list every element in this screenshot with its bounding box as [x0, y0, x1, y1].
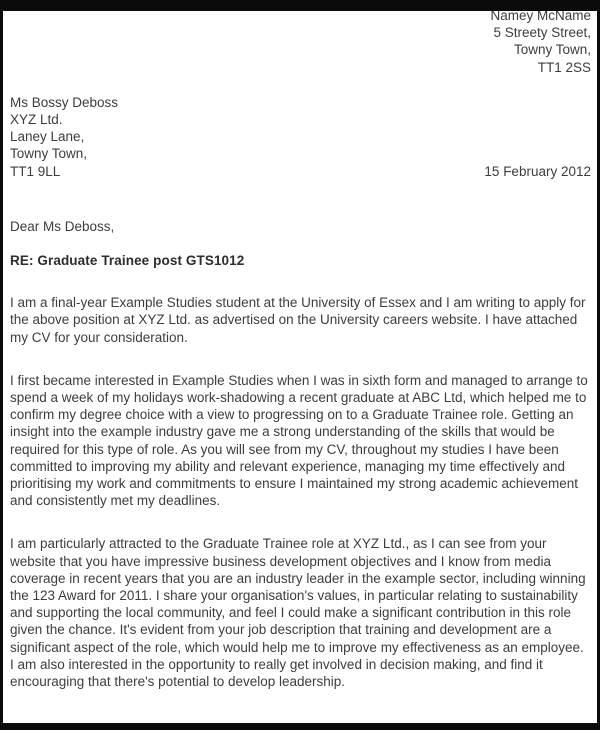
sender-postcode: TT1 2SS — [537, 59, 591, 75]
recipient-town: Towny Town, — [10, 146, 88, 162]
recipient-name: Ms Bossy Deboss — [10, 94, 119, 110]
salutation: Dear Ms Deboss, — [10, 218, 115, 234]
paragraph-introduction: I am a final-year Example Studies student at the University of Essex and I am writing to apply for the above position at XYZ Ltd. as advertised on the University careers website. I have attached my CV for your consideration. — [10, 295, 586, 345]
paragraph-experience: I first became interested in Example Studies when I was in sixth form and managed to arrange to spend a week of my holidays work-shadowing a recent graduate at ABC Ltd, which helped me to confirm my degree choice with a view to progressing on to a Graduate Trainee role. Getting an insight into the example industry gave me a strong understanding of the skills that would be required for this type of role. As you will see from my CV, throughout my studies I have been committed to improving my ability and relevant experience, managing my time effectively and prioritising my work and commitments to ensure I maintained my strong academic achievement and consistently met my deadlines. — [10, 372, 588, 509]
paragraph-motivation: I am particularly attracted to the Graduate Trainee role at XYZ Ltd., as I can see from your website that you have impressive business development objectives and I know from media coverage in recent years that you are an industry leader in the example sector, including winning the 123 Award for 2011. I share your organisation's values, in particular relating to sustainability and supporting the local community, and feel I could make a significant contribution in this role given the chance. It's evident from your job description that training and development are a significant aspect of the role, which would help me to improve my effectiveness as an employee. I am also interested in the opportunity to really get involved in decision making, and find it encouraging that there's potential to develop leadership. — [10, 536, 586, 690]
postcode-and-date-row — [10, 163, 591, 180]
sender-name: Namey McName — [490, 8, 591, 23]
recipient-postcode: TT1 9LL — [10, 163, 61, 179]
recipient-street: Laney Lane, — [10, 129, 85, 145]
sender-address-block — [10, 7, 591, 76]
subject-line: RE: Graduate Trainee post GTS1012 — [10, 253, 245, 269]
sender-street: 5 Streety Street, — [493, 25, 591, 41]
recipient-company: XYZ Ltd. — [10, 112, 63, 128]
letter-date: 15 February 2012 — [484, 163, 591, 179]
recipient-address-block — [10, 94, 591, 163]
sender-town: Towny Town, — [513, 42, 591, 58]
